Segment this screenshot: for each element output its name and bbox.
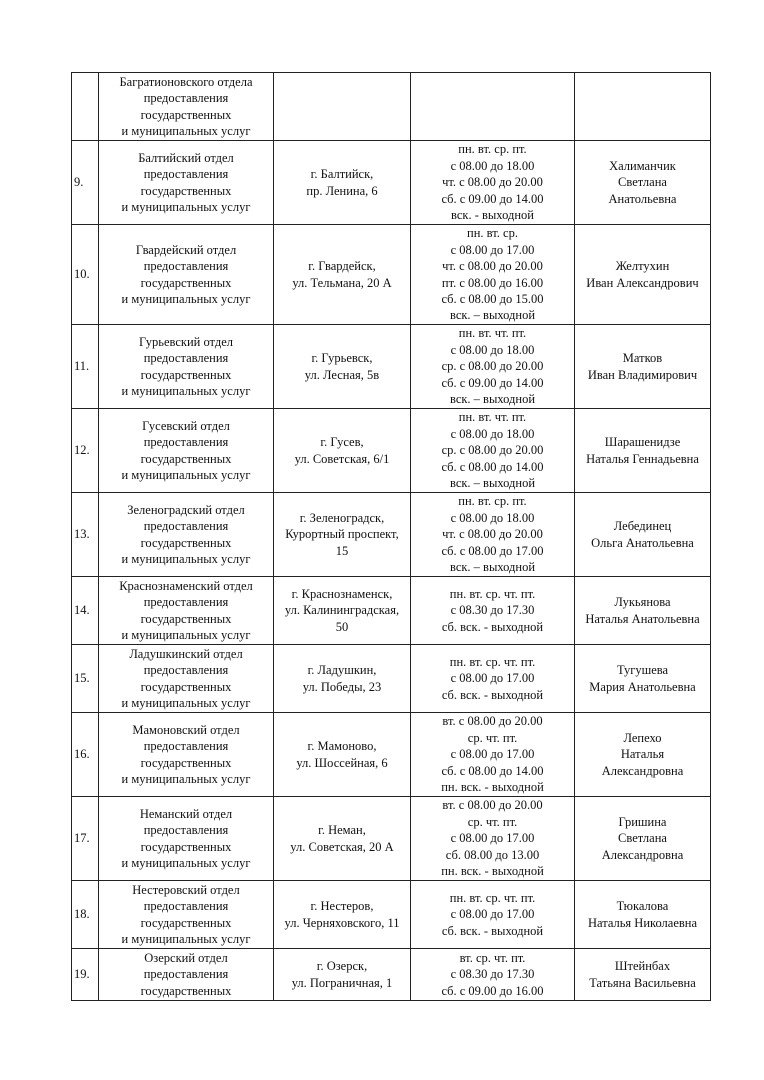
head-name-line: Иван Владимирович bbox=[587, 367, 698, 382]
table-row bbox=[72, 949, 711, 1001]
office-name-line: предоставления bbox=[143, 663, 229, 678]
head-cell bbox=[575, 577, 711, 645]
hours-line: с 08.00 до 17.00 bbox=[450, 747, 535, 762]
row-number: 11. bbox=[72, 325, 99, 409]
office-name-line: предоставления bbox=[143, 259, 229, 274]
hours-cell bbox=[411, 225, 575, 325]
office-name-line: государственных bbox=[140, 839, 232, 854]
head-name-line: Светлана bbox=[618, 175, 667, 190]
address-cell bbox=[274, 797, 411, 881]
hours-line: чт. с 08.00 до 20.00 bbox=[442, 259, 543, 274]
office-name-line: государственных bbox=[140, 983, 232, 998]
head-cell bbox=[575, 409, 711, 493]
hours-line: вск. – выходной bbox=[449, 308, 536, 323]
head-cell bbox=[575, 797, 711, 881]
hours-cell bbox=[411, 73, 575, 141]
address-line: Курортный проспект, bbox=[285, 527, 399, 542]
office-name-line: и муниципальных услуг bbox=[121, 123, 251, 138]
table-row bbox=[72, 645, 711, 713]
head-cell bbox=[575, 713, 711, 797]
office-name-line: Неманский отдел bbox=[139, 806, 233, 821]
office-name-cell bbox=[99, 493, 274, 577]
office-name-line: предоставления bbox=[143, 167, 229, 182]
office-name-line: предоставления bbox=[143, 519, 229, 534]
office-name-line: и муниципальных услуг bbox=[121, 467, 251, 482]
head-cell bbox=[575, 141, 711, 225]
office-name-line: Краснознаменский отдел bbox=[119, 578, 253, 593]
hours-line: пт. с 08.00 до 16.00 bbox=[441, 275, 544, 290]
office-name-line: и муниципальных услуг bbox=[121, 199, 251, 214]
address-line: ул. Победы, 23 bbox=[302, 679, 382, 694]
address-line: г. Ладушкин, bbox=[307, 663, 377, 678]
head-name-line: Наталья Геннадьевна bbox=[586, 451, 699, 466]
table-row bbox=[72, 141, 711, 225]
hours-line: сб. с 08.00 до 17.00 bbox=[441, 543, 544, 558]
head-name-line: Тугушева bbox=[616, 663, 669, 678]
office-name-line: Ладушкинский отдел bbox=[129, 646, 243, 661]
head-name-line: Халиманчик bbox=[609, 158, 676, 173]
address-line: г. Гурьевск, bbox=[311, 351, 373, 366]
hours-line: с 08.00 до 18.00 bbox=[450, 158, 535, 173]
hours-line: пн. вт. ср. чт. пт. bbox=[449, 654, 536, 669]
office-name-line: Гурьевский отдел bbox=[139, 334, 233, 349]
head-name-line: Анатольевна bbox=[608, 191, 677, 206]
office-name-line: государственных bbox=[140, 451, 232, 466]
hours-line: пн. вт. чт. пт. bbox=[458, 326, 527, 341]
address-cell bbox=[274, 409, 411, 493]
head-name-line: Матков bbox=[622, 351, 663, 366]
office-name-line: и муниципальных услуг bbox=[121, 291, 251, 306]
hours-line: пн. вск. - выходной bbox=[441, 864, 544, 879]
row-number: 17. bbox=[72, 797, 99, 881]
head-name-line: Тюкалова bbox=[616, 899, 669, 914]
address-line: ул. Черняховского, 11 bbox=[284, 915, 400, 930]
hours-line: ср. с 08.00 до 20.00 bbox=[441, 443, 544, 458]
table-row bbox=[72, 713, 711, 797]
office-name-cell bbox=[99, 225, 274, 325]
head-cell bbox=[575, 493, 711, 577]
hours-line: сб. вск. - выходной bbox=[441, 619, 544, 634]
office-name-line: предоставления bbox=[143, 91, 229, 106]
head-name-line: Светлана bbox=[618, 831, 667, 846]
hours-cell bbox=[411, 645, 575, 713]
hours-line: вт. с 08.00 до 20.00 bbox=[442, 798, 543, 813]
row-number: 10. bbox=[72, 225, 99, 325]
address-cell bbox=[274, 325, 411, 409]
office-name-line: государственных bbox=[140, 107, 232, 122]
row-number: 12. bbox=[72, 409, 99, 493]
address-line: ул. Советская, 20 А bbox=[290, 839, 394, 854]
row-number: 15. bbox=[72, 645, 99, 713]
address-line: ул. Лесная, 5в bbox=[304, 367, 380, 382]
address-cell bbox=[274, 645, 411, 713]
address-line: пр. Ленина, 6 bbox=[306, 183, 378, 198]
head-cell bbox=[575, 645, 711, 713]
office-name-line: Гусевский отдел bbox=[142, 418, 230, 433]
hours-cell bbox=[411, 409, 575, 493]
head-name-line: Александровна bbox=[601, 847, 684, 862]
table-row bbox=[72, 409, 711, 493]
hours-line: пн. вск. - выходной bbox=[441, 780, 544, 795]
head-cell bbox=[575, 325, 711, 409]
table-row bbox=[72, 493, 711, 577]
office-name-line: и муниципальных услуг bbox=[121, 771, 251, 786]
office-name-cell bbox=[99, 577, 274, 645]
office-name-line: государственных bbox=[140, 915, 232, 930]
address-cell bbox=[274, 225, 411, 325]
address-cell bbox=[274, 713, 411, 797]
hours-cell bbox=[411, 797, 575, 881]
office-name-line: предоставления bbox=[143, 595, 229, 610]
office-name-line: государственных bbox=[140, 275, 232, 290]
hours-line: вск. - выходной bbox=[451, 208, 534, 223]
hours-line: вск. – выходной bbox=[449, 560, 536, 575]
office-name-line: Багратионовского отдела bbox=[119, 74, 253, 89]
office-name-line: государственных bbox=[140, 183, 232, 198]
hours-line: с 08.30 до 17.30 bbox=[450, 603, 535, 618]
head-name-line: Лукьянова bbox=[614, 595, 671, 610]
office-name-cell bbox=[99, 325, 274, 409]
office-name-line: и муниципальных услуг bbox=[121, 695, 251, 710]
address-cell bbox=[274, 493, 411, 577]
row-number: 9. bbox=[72, 141, 99, 225]
office-name-cell bbox=[99, 73, 274, 141]
address-cell bbox=[274, 881, 411, 949]
office-name-line: предоставления bbox=[143, 899, 229, 914]
hours-line: вск. – выходной bbox=[449, 392, 536, 407]
office-name-line: предоставления bbox=[143, 739, 229, 754]
office-name-line: государственных bbox=[140, 679, 232, 694]
hours-cell bbox=[411, 141, 575, 225]
hours-line: вск. – выходной bbox=[449, 476, 536, 491]
address-line: 15 bbox=[335, 543, 349, 558]
head-cell bbox=[575, 881, 711, 949]
row-number: 14. bbox=[72, 577, 99, 645]
address-line: г. Гусев, bbox=[320, 435, 364, 450]
address-line: ул. Тельмана, 20 А bbox=[292, 275, 392, 290]
office-name-line: государственных bbox=[140, 535, 232, 550]
hours-cell bbox=[411, 949, 575, 1001]
address-cell bbox=[274, 577, 411, 645]
address-line: ул. Советская, 6/1 bbox=[294, 451, 390, 466]
head-name-line: Ольга Анатольевна bbox=[591, 535, 694, 550]
row-number: 13. bbox=[72, 493, 99, 577]
address-line: г. Неман, bbox=[318, 823, 366, 838]
hours-line: пн. вт. ср. пт. bbox=[458, 142, 527, 157]
hours-line: пн. вт. ср. пт. bbox=[458, 494, 527, 509]
office-name-line: Балтийский отдел bbox=[138, 150, 234, 165]
hours-line: с 08.00 до 18.00 bbox=[450, 426, 535, 441]
office-name-line: Мамоновский отдел bbox=[132, 722, 240, 737]
head-name-line: Александровна bbox=[601, 763, 684, 778]
office-name-cell bbox=[99, 797, 274, 881]
hours-line: ср. с 08.00 до 20.00 bbox=[441, 359, 544, 374]
office-name-line: государственных bbox=[140, 367, 232, 382]
office-name-line: Нестеровский отдел bbox=[132, 882, 240, 897]
row-number: 18. bbox=[72, 881, 99, 949]
hours-cell bbox=[411, 325, 575, 409]
office-name-line: и муниципальных услуг bbox=[121, 627, 251, 642]
hours-line: ср. чт. пт. bbox=[467, 730, 518, 745]
head-name-line: Лепехо bbox=[623, 730, 662, 745]
hours-cell bbox=[411, 577, 575, 645]
hours-line: с 08.00 до 17.00 bbox=[450, 907, 535, 922]
hours-line: с 08.00 до 17.00 bbox=[450, 671, 535, 686]
office-name-line: и муниципальных услуг bbox=[121, 551, 251, 566]
head-name-line: Наталья Анатольевна bbox=[585, 611, 700, 626]
hours-line: пн. вт. чт. пт. bbox=[458, 410, 527, 425]
address-line: г. Гвардейск, bbox=[308, 259, 376, 274]
head-cell bbox=[575, 73, 711, 141]
office-name-cell bbox=[99, 881, 274, 949]
address-line: г. Нестеров, bbox=[310, 899, 374, 914]
hours-line: вт. с 08.00 до 20.00 bbox=[442, 714, 543, 729]
head-name-line: Шарашенидзе bbox=[604, 435, 681, 450]
table-row bbox=[72, 73, 711, 141]
office-name-line: предоставления bbox=[143, 351, 229, 366]
address-line: 50 bbox=[335, 619, 349, 634]
office-name-line: и муниципальных услуг bbox=[121, 383, 251, 398]
hours-line: пн. вт. ср. чт. пт. bbox=[449, 890, 536, 905]
head-name-line: Лебединец bbox=[613, 519, 672, 534]
office-name-line: предоставления bbox=[143, 967, 229, 982]
hours-line: сб. с 09.00 до 14.00 bbox=[441, 375, 544, 390]
hours-line: чт. с 08.00 до 20.00 bbox=[442, 175, 543, 190]
hours-line: сб. с 08.00 до 14.00 bbox=[441, 763, 544, 778]
address-line: г. Краснознаменск, bbox=[291, 586, 393, 601]
head-name-line: Желтухин bbox=[615, 259, 670, 274]
hours-cell bbox=[411, 881, 575, 949]
address-cell bbox=[274, 73, 411, 141]
head-cell bbox=[575, 949, 711, 1001]
address-line: ул. Пограничная, 1 bbox=[291, 975, 393, 990]
hours-line: пн. вт. ср. чт. пт. bbox=[449, 586, 536, 601]
hours-line: с 08.00 до 17.00 bbox=[450, 242, 535, 257]
hours-line: сб. с 09.00 до 14.00 bbox=[441, 191, 544, 206]
address-line: ул. Калининградская, bbox=[284, 603, 400, 618]
office-name-line: и муниципальных услуг bbox=[121, 931, 251, 946]
hours-line: ср. чт. пт. bbox=[467, 814, 518, 829]
office-name-cell bbox=[99, 645, 274, 713]
address-line: г. Зеленоградск, bbox=[299, 510, 385, 525]
office-name-line: и муниципальных услуг bbox=[121, 855, 251, 870]
hours-cell bbox=[411, 713, 575, 797]
address-line: г. Озерск, bbox=[316, 959, 368, 974]
head-name-line: Наталья bbox=[620, 747, 665, 762]
row-number: 19. bbox=[72, 949, 99, 1001]
hours-line: сб. с 08.00 до 15.00 bbox=[441, 291, 544, 306]
office-name-cell bbox=[99, 949, 274, 1001]
row-number bbox=[72, 73, 99, 141]
row-number: 16. bbox=[72, 713, 99, 797]
head-name-line: Гришина bbox=[618, 814, 667, 829]
office-name-line: государственных bbox=[140, 755, 232, 770]
hours-line: с 08.00 до 18.00 bbox=[450, 342, 535, 357]
hours-line: сб. вск. - выходной bbox=[441, 687, 544, 702]
hours-line: сб. с 08.00 до 14.00 bbox=[441, 459, 544, 474]
hours-line: сб. 08.00 до 13.00 bbox=[445, 847, 540, 862]
office-name-line: предоставления bbox=[143, 823, 229, 838]
office-name-line: Зеленоградский отдел bbox=[127, 502, 245, 517]
office-name-cell bbox=[99, 409, 274, 493]
office-name-line: Озерский отдел bbox=[144, 950, 228, 965]
table-row bbox=[72, 881, 711, 949]
head-name-line: Штейнбах bbox=[614, 959, 671, 974]
hours-line: с 08.30 до 17.30 bbox=[450, 967, 535, 982]
table-row bbox=[72, 225, 711, 325]
hours-line: чт. с 08.00 до 20.00 bbox=[442, 527, 543, 542]
head-cell bbox=[575, 225, 711, 325]
office-name-line: предоставления bbox=[143, 435, 229, 450]
head-name-line: Татьяна Васильевна bbox=[589, 975, 696, 990]
hours-line: с 08.00 до 17.00 bbox=[450, 831, 535, 846]
hours-line: пн. вт. ср. bbox=[467, 226, 518, 241]
offices-table bbox=[71, 72, 711, 1001]
head-name-line: Иван Александрович bbox=[586, 275, 699, 290]
address-line: г. Мамоново, bbox=[307, 739, 377, 754]
office-name-cell bbox=[99, 713, 274, 797]
office-name-line: Гвардейский отдел bbox=[135, 242, 237, 257]
table-row bbox=[72, 325, 711, 409]
hours-line: вт. ср. чт. пт. bbox=[459, 950, 526, 965]
hours-line: сб. вск. - выходной bbox=[441, 923, 544, 938]
head-name-line: Мария Анатольевна bbox=[589, 679, 696, 694]
address-cell bbox=[274, 141, 411, 225]
head-name-line: Наталья Николаевна bbox=[587, 915, 698, 930]
hours-line: сб. с 09.00 до 16.00 bbox=[441, 983, 544, 998]
hours-line: с 08.00 до 18.00 bbox=[450, 510, 535, 525]
office-name-line: государственных bbox=[140, 611, 232, 626]
hours-cell bbox=[411, 493, 575, 577]
address-line: г. Балтийск, bbox=[310, 167, 374, 182]
table-row bbox=[72, 577, 711, 645]
address-cell bbox=[274, 949, 411, 1001]
table-row bbox=[72, 797, 711, 881]
address-line: ул. Шоссейная, 6 bbox=[296, 755, 388, 770]
office-name-cell bbox=[99, 141, 274, 225]
